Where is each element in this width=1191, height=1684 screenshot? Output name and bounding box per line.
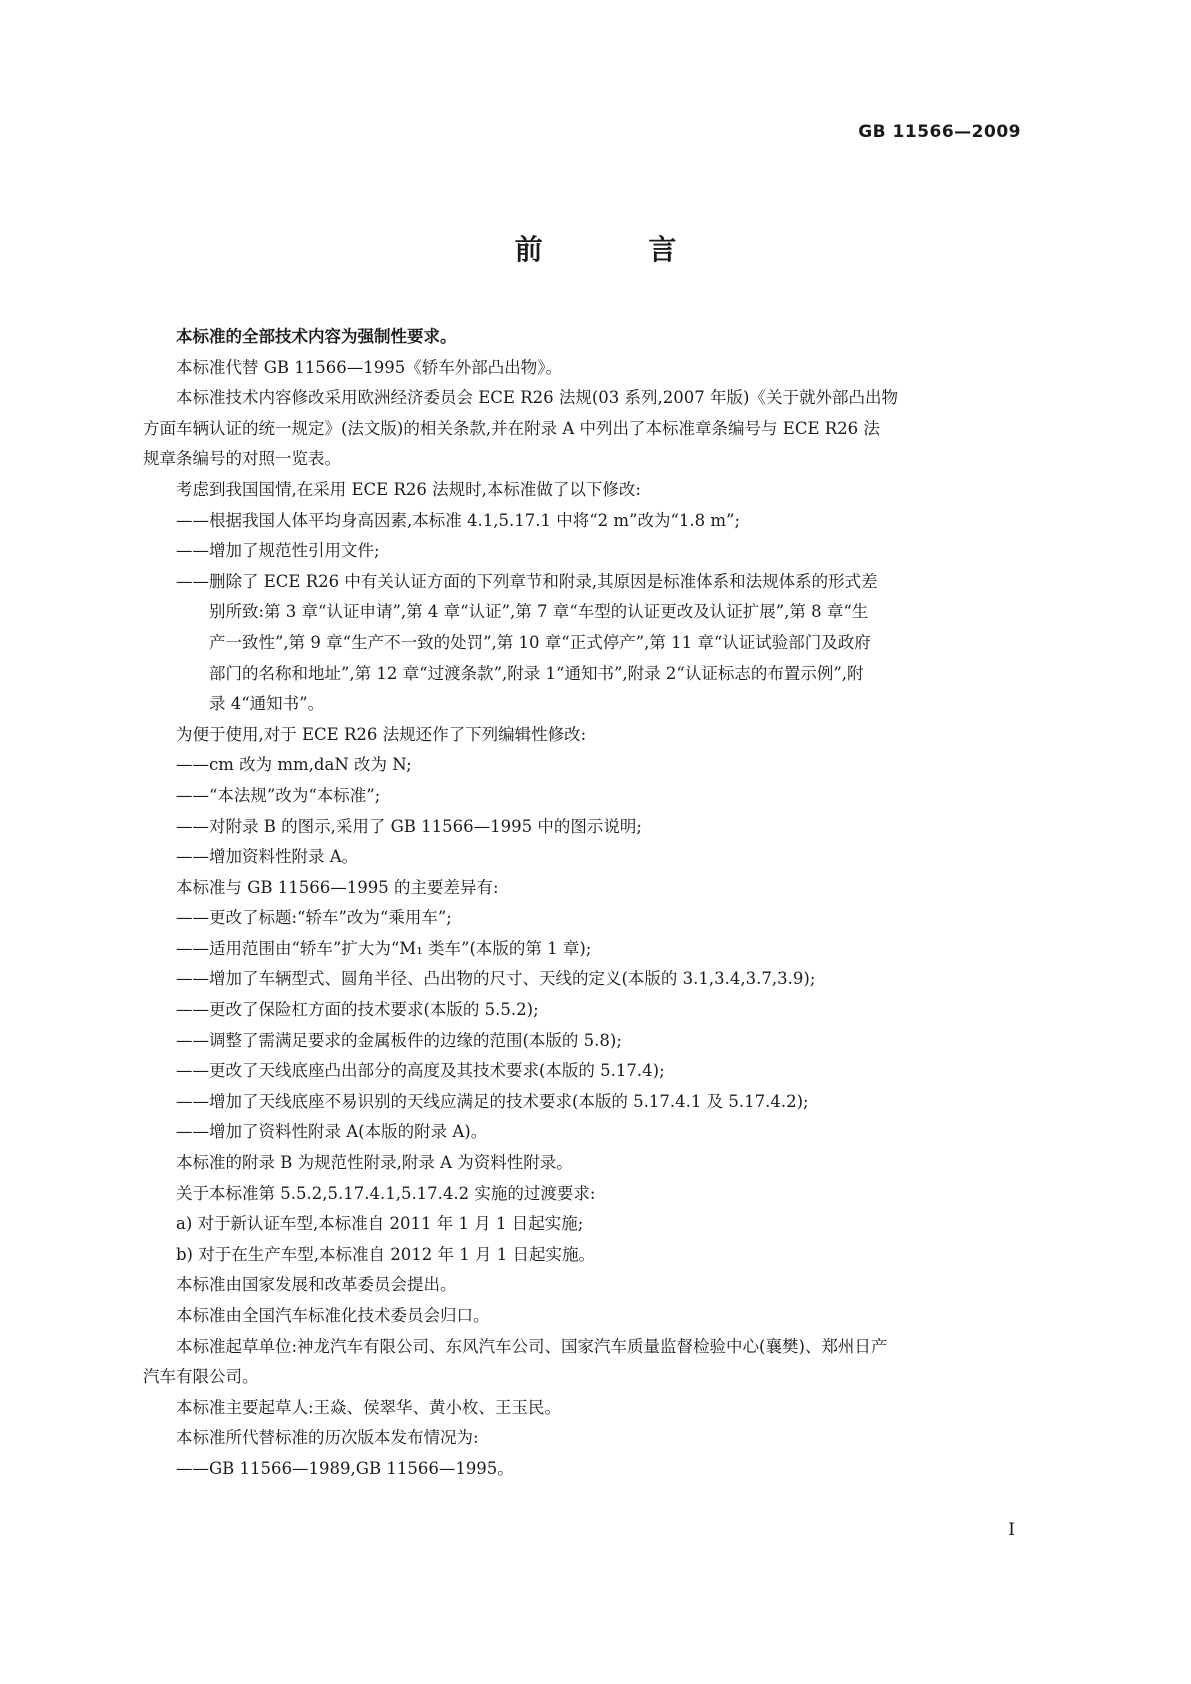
paragraph-line: 汽车有限公司。 (143, 1367, 259, 1387)
paragraph-line: 产一致性”,第 9 章“生产不一致的处罚”,第 10 章“正式停产”,第 11 章“认证试验部门及政府 (209, 632, 871, 652)
paragraph-line: 方面车辆认证的统一规定》(法文版)的相关条款,并在附录 A 中列出了本标准章条编号与 ECE R26 法 (143, 418, 880, 438)
paragraph-line: 本标准由全国汽车标准化技术委员会归口。 (176, 1306, 490, 1325)
paragraph-line: ——“本法规”改为“本标准”; (176, 785, 381, 805)
paragraph-line: 本标准的附录 B 为规范性附录,附录 A 为资料性附录。 (176, 1153, 573, 1173)
paragraph-line: 本标准主要起草人:王焱、侯翠华、黄小枚、王玉民。 (176, 1397, 562, 1417)
paragraph-line: 关于本标准第 5.5.2,5.17.4.1,5.17.4.2 实施的过渡要求: (176, 1183, 596, 1203)
paragraph-line: 本标准代替 GB 11566—1995《轿车外部凸出物》。 (176, 357, 563, 377)
standard-number: GB 11566—2009 (858, 122, 1021, 142)
paragraph-line: a) 对于新认证车型,本标准自 2011 年 1 月 1 日起实施; (176, 1214, 584, 1234)
paragraph-line: 录 4“通知书”。 (209, 694, 325, 714)
paragraph-line: ——增加了资料性附录 A(本版的附录 A)。 (176, 1122, 488, 1142)
paragraph-line: 别所致:第 3 章“认证申请”,第 4 章“认证”,第 7 章“车型的认证更改及认证扩展”,第 8 章“生 (209, 602, 869, 622)
paragraph-line: b) 对于在生产车型,本标准自 2012 年 1 月 1 日起实施。 (176, 1244, 595, 1264)
paragraph-line: 本标准由国家发展和改革委员会提出。 (176, 1275, 457, 1295)
paragraph-line: ——cm 改为 mm,daN 改为 N; (176, 755, 412, 775)
paragraph-line: 本标准技术内容修改采用欧洲经济委员会 ECE R26 法规(03 系列,2007 年版)《关于就外部凸出物 (176, 388, 898, 408)
paragraph-line: ——根据我国人体平均身高因素,本标准 4.1,5.17.1 中将“2 m”改为“1.8 m”; (176, 510, 741, 530)
paragraph-line: ——增加了规范性引用文件; (176, 541, 380, 561)
foreword-body (143, 322, 1038, 1485)
paragraph-line: 为便于使用,对于 ECE R26 法规还作了下列编辑性修改: (176, 724, 587, 744)
page-number: I (1008, 1520, 1015, 1540)
paragraph-line: ——调整了需满足要求的金属板件的边缘的范围(本版的 5.8); (176, 1030, 622, 1050)
paragraph-line: 规章条编号的对照一览表。 (143, 449, 341, 469)
paragraph-line: 考虑到我国国情,在采用 ECE R26 法规时,本标准做了以下修改: (176, 479, 641, 499)
paragraph-line: ——更改了标题:“轿车”改为“乘用车”; (176, 908, 452, 928)
paragraph-line: ——更改了天线底座凸出部分的高度及其技术要求(本版的 5.17.4); (176, 1061, 665, 1081)
paragraph-line: 本标准与 GB 11566—1995 的主要差异有: (176, 877, 499, 897)
paragraph-line: ——GB 11566—1989,GB 11566—1995。 (176, 1458, 514, 1478)
paragraph-line: ——删除了 ECE R26 中有关认证方面的下列章节和附录,其原因是标准体系和法规体系的形式差 (176, 571, 878, 591)
paragraph-line: ——增加了天线底座不易识别的天线应满足的技术要求(本版的 5.17.4.1 及 5.17.4.2); (176, 1091, 809, 1111)
page-title: 前 言 (514, 233, 725, 266)
paragraph-line: ——适用范围由“轿车”扩大为“M₁ 类车”(本版的第 1 章); (176, 938, 592, 958)
paragraph-line: ——对附录 B 的图示,采用了 GB 11566—1995 中的图示说明; (176, 816, 642, 836)
paragraph-line: ——增加资料性附录 A。 (176, 847, 359, 867)
paragraph-line: 本标准的全部技术内容为强制性要求。 (176, 327, 457, 346)
paragraph-line: ——更改了保险杠方面的技术要求(本版的 5.5.2); (176, 1000, 539, 1020)
paragraph-line: 本标准所代替标准的历次版本发布情况为: (176, 1428, 479, 1448)
paragraph-line: 部门的名称和地址”,第 12 章“过渡条款”,附录 1“通知书”,附录 2“认证标志的布置示例”,附 (209, 663, 864, 683)
paragraph-line: ——增加了车辆型式、圆角半径、凸出物的尺寸、天线的定义(本版的 3.1,3.4,3.7,3.9); (176, 969, 816, 989)
paragraph-line: 本标准起草单位:神龙汽车有限公司、东风汽车公司、国家汽车质量监督检验中心(襄樊)、郑州日产 (176, 1336, 888, 1356)
